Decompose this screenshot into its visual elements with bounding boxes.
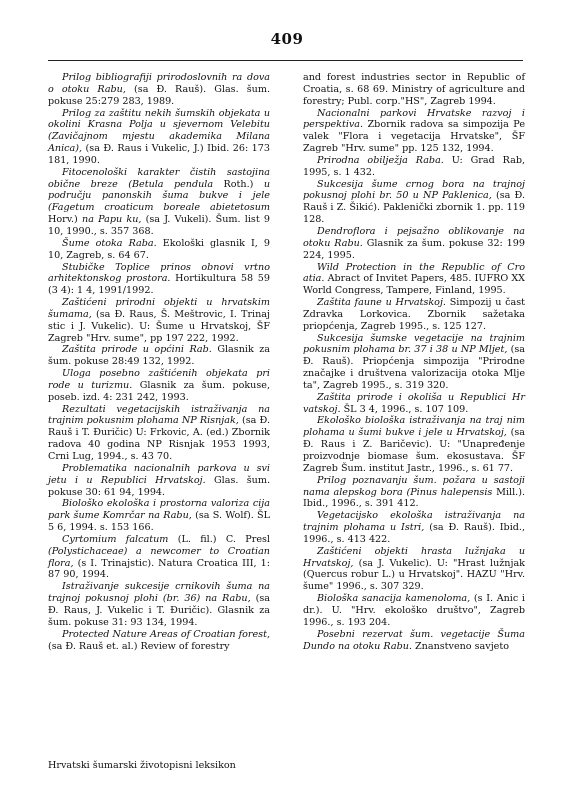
page-number: 409 [270,30,304,48]
entry-title: Cyrtomium falcatum [62,533,169,545]
entry-title: Dendroflora i pejsažno oblikovanje na otoku Rabu. [303,225,525,249]
entry-reference: (sa Đ. Rauš i T. Đuričic) U: Frkovic, A. (ed.) Zbornik radova 40 godina NP Risnjak 1953 1993, Crni Lug, 1994., s. 43 70. [48,415,270,462]
entry-reference: (sa J. Vukelic). U: "Hrast lužnjak (Quercus robur L.) u Hrvatskoj". HAZU "Hrv. šume" 1996., s. 307 329. [303,557,525,593]
bibliography-entry [303,546,525,593]
bibliography-entry [48,167,270,238]
entry-reference: Glasnik za šum. pokuse, poseb. izd. 4: 231 242, 1993. [48,379,270,403]
entry-reference: (sa Đ. Raus, J. Vukelic i T. Đuričic). Glasnik za šum. pokuse 31: 93 134, 1994. [48,593,270,628]
entry-reference: Abract of Invitet Papers, 485. IUFRO XX World Congress, Tampere, Finland, 1995. [303,273,525,297]
entry-title: Biološko ekološka i prostorna valoriza cija park šume Komrčar na Rabu, [48,498,270,522]
bibliography-entry [48,297,270,344]
bibliography-entry [303,593,525,629]
bibliography-entry [303,297,525,333]
entry-reference: Horv.) [48,214,83,226]
header-rule [48,60,523,61]
entry-title: (Polystichaceae) a newcomer to Croatian flora, [48,545,270,569]
entry-title: Istraživanje sukcesije crnikovih šuma na trajnoj pokusnoj plohi (br. 36) na Rabu, [48,581,270,605]
entry-title: Stubičke Toplice prinos obnovi vrtno arhitektonskog prostora. [48,261,270,285]
entry-reference: Glas. šum. pokuse 30: 61 94, 1994. [48,474,270,498]
bibliography-entry [303,262,525,298]
bibliography-entry [303,226,525,262]
entry-title: Fitocenološki karakter čistih sastojina obične breze (Betula pendula [48,166,270,190]
entry-title: Biološka sanacija kamenoloma, [317,593,471,605]
entry-reference: Glasnik za šum. pokuse 28:49 132, 1992. [48,344,271,368]
right-column [303,72,525,652]
entry-reference: Hortikultura 58 59 (3 4): 1 4, 1991/1992. [48,273,270,297]
bibliography-entry [303,179,525,226]
bibliography-entry [48,368,270,404]
bibliography-entry [48,404,270,463]
bibliography-entry [303,392,525,416]
bibliography-entry [48,534,270,581]
entry-title: Sukcesija šumske vegetacije na trajnim pokusnim plohama br. 37 i 38 u NP Mljet, [303,332,525,356]
entry-title: Problematika nacionalnih parkova u svi jetu i u Republici Hrvatskoj. [48,462,270,486]
entry-reference: Ekološki glasnik I, 9 10, Zagreb, s. 64 67. [48,237,271,261]
entry-reference: Roth.) [213,178,264,190]
bibliography-entry [48,262,270,298]
entry-title: u području panonskih šuma bukve i jele (Fagetum croaticum boreale abietetosum [48,178,270,214]
entry-reference: (sa Đ. Raus, Š. Meštrovic, I. Trinaj stic i J. Vukelic). U: Šume u Hrvatskoj, ŠF Zagreb "Hrv. sume", pp 197 222, 1992. [48,308,270,344]
bibliography-entry [303,333,525,392]
entry-reference: (s I. Trinajstic). Natura Croatica III, 1: 87 90, 1994. [48,557,270,581]
entry-reference: Znanstveno savjeto [411,640,509,652]
bibliography-entry [48,463,270,499]
entry-reference: U: Grad Rab, 1995, s. 1 432. [303,154,526,178]
page-footer: Hrvatski šumarski životopisni leksikon [48,760,236,771]
bibliography-entry [303,72,525,108]
entry-reference: ŠL 3 4, 1996., s. 107 109. [340,403,469,415]
entry-title: Protected Nature Areas of Croatian forest, [62,628,270,640]
bibliography-entry [303,415,525,474]
entry-title: na Papu ku, [82,214,142,226]
bibliography-entry [303,155,525,179]
entry-reference: (sa J. Vukeli). Šum. list 9 10, 1990., s. 357 368. [48,214,270,237]
entry-reference: (L. fil.) C. Presl [168,533,270,545]
bibliography-entry [48,498,270,534]
bibliography-entry [48,629,270,653]
entry-title: Prilog poznavanju šum. požara u sastoji nama alepskog bora (Pinus halepensis [303,474,525,498]
entry-title: Sukcesija šume crnog bora na trajnoj pokusnoj plohi br. 50 u NP Paklenica, [303,178,525,202]
entry-reference: (sa Đ. Rauš et. al.) Review of forestry [48,640,230,652]
entry-title: Šume otoka Raba. [62,237,157,249]
entry-title: Posebni rezervat šum. vegetacije Šuma Dundo na otoku Rabu. [303,628,525,652]
entry-title: Nacionalni parkovi Hrvatske razvoj i perspektiva. [303,107,525,131]
entry-title: Vegetacijsko ekološka istraživanja na trajnim plohama u Istri, [303,510,525,534]
entry-reference: (sa Đ. Rauš). Ibid., 1996., s. 413 422. [303,522,526,545]
entry-reference: (sa S. Wolf). ŠL 5 6, 1994. s. 153 166. [48,510,270,534]
entry-reference: Zbornik radova sa simpozija Pe valek "Flora i vegetacija Hrvatske", ŠF Zagreb "Hrv. sume" pp. 125 132, 1994. [303,119,525,155]
entry-title: Zaštita prirode i okoliša u Republici Hr vatskoj. [303,391,525,415]
entry-title: Zaštićeni objekti hrasta lužnjaka u Hrvatskoj, [303,545,525,569]
entry-title: Zaštićeni prirodni objekti u hrvatskim šumama, [48,297,270,320]
entry-reference: (sa Đ. Rauš i Z. Šikić). Paklenički zbornik 1. pp. 119 128. [303,190,525,226]
entry-reference: Simpozij u čast Zdravka Lorkovica. Zbornik sažetaka priopćenja, Zagreb 1995., s. 125 127. [303,297,525,332]
entry-reference: (sa Đ. Raus i Vukelic, J.) Ibid. 26: 173 181, 1990. [48,143,270,166]
entry-reference: Glasnik za šum. pokuse 32: 199 224, 1995. [303,237,525,261]
bibliography-entry [48,108,270,167]
entry-title: Ekološko biološka istraživanja na traj nim plohama u šumi bukve i jele u Hrvatskoj, [303,415,525,439]
entry-reference: and forest industries sector in Republic of Croatia, s. 68 69. Ministry of agriculture and forestry; Publ. corp."HS", Zagreb 1994. [303,72,525,107]
bibliography-entry [48,581,270,628]
entry-title: Prirodna obilježja Raba. [317,154,444,166]
bibliography-entry [303,475,525,511]
left-column [48,72,270,652]
bibliography-entry [48,344,270,368]
entry-title: Uloga posebno zaštićenih objekata pri rode u turizmu. [48,368,270,391]
bibliography-entry [48,72,270,108]
entry-title: Rezultati vegetacijskih istraživanja na trajnim pokusnim plohama NP Risnjak, [48,403,270,427]
entry-reference: (sa Đ. Rauš). Glas. šum. pokuse 25:279 283, 1989. [48,83,270,107]
entry-title: Prilog za zaštitu nekih šumskih objekata u okolini Krasna Polja u sjevernom Velebitu (Zavičajnom mjestu akademika Milana Anica), [48,107,270,155]
entry-reference: (sa Đ. Rauš). Priopćenja simpozija "Prirodne značajke i društvena valorizacija otoka Mlje ta", Zagreb 1995., s. 319 320. [303,344,525,391]
entry-title: Zaštita faune u Hrvatskoj. [317,297,446,309]
entry-title: Prilog bibliografiji prirodoslovnih ra dova o otoku Rabu, [48,72,270,95]
entry-reference: (s I. Anic i dr.). U. "Hrv. ekološko društvo", Zagreb 1996., s. 193 204. [303,593,525,628]
entry-title: Zaštita prirode u općini Rab. [62,344,212,356]
entry-reference: (sa Đ. Raus i Z. Baričevic). U: "Unapređenje proizvodnje biomase šum. ekosustava. ŠF Zagreb Šum. institut Jastr., 1996., s. 61 77. [303,427,526,474]
bibliography-entry [303,510,525,546]
bibliography-entry [303,108,525,155]
bibliography-entry [48,238,270,262]
bibliography-entry [303,629,525,653]
entry-reference: Mill.). Ibid., 1996., s. 391 412. [303,486,525,510]
entry-title: Wild Protection in the Republic of Cro atia. [303,261,525,285]
